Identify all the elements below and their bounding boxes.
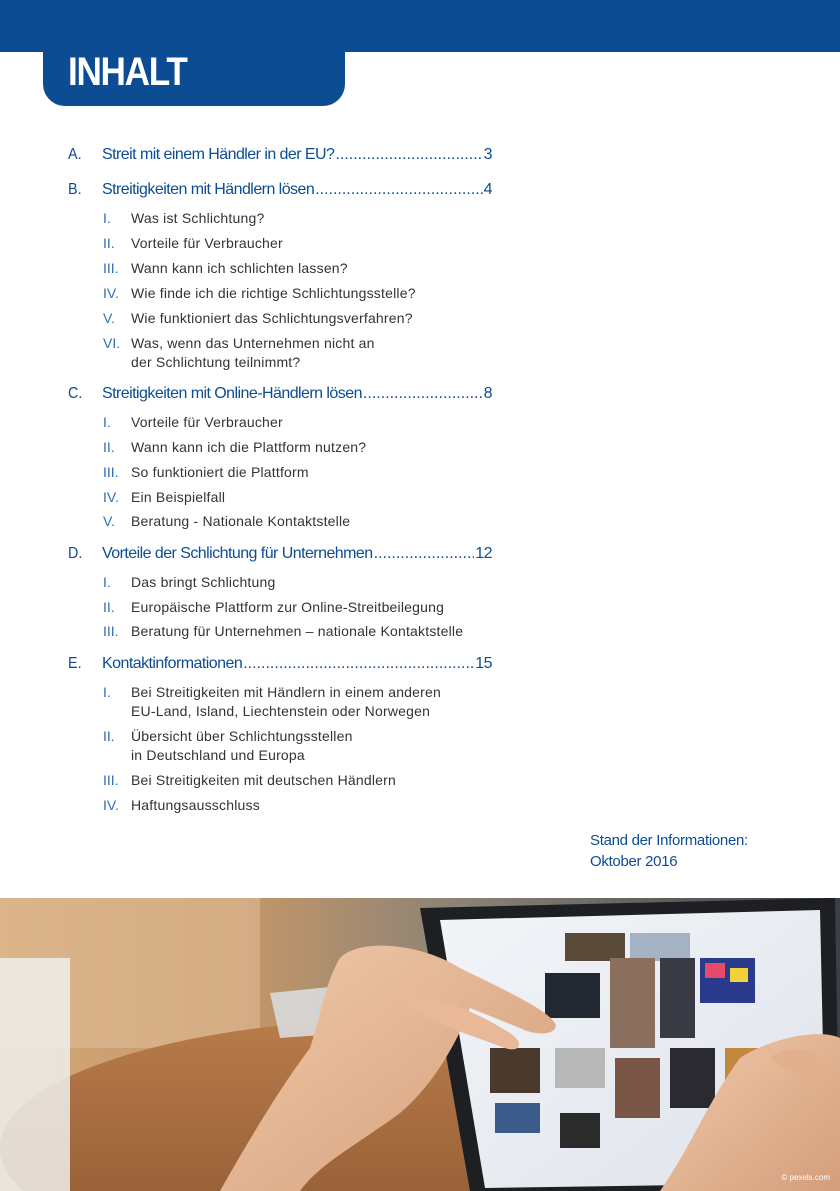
leader-dots [315, 181, 482, 199]
item-text: Vorteile für Verbraucher [131, 235, 283, 251]
item-text: Haftungsausschluss [131, 797, 260, 813]
item-text: So funktioniert die Plattform [131, 464, 309, 480]
toc-item[interactable] [103, 488, 503, 507]
item-text: Ein Beispielfall [131, 489, 226, 505]
toc-item[interactable] [103, 309, 503, 328]
item-number: III. [103, 260, 119, 276]
section-title: Streitigkeiten mit Online-Händlern lösen [102, 385, 362, 402]
item-number: IV. [103, 489, 119, 505]
section-letter: A. [68, 146, 82, 163]
item-text: Übersicht über Schlichtungsstellen [131, 728, 353, 744]
section-page-number: 15 [475, 655, 492, 672]
leader-dots [363, 385, 483, 403]
item-number: VI. [103, 335, 121, 351]
toc-item[interactable] [103, 413, 503, 432]
info-date-note [590, 830, 810, 872]
leader-dots [335, 146, 482, 164]
page-title: INHALT [68, 50, 187, 94]
item-number: II. [103, 439, 115, 455]
item-text: Bei Streitigkeiten mit Händlern in einem anderen [131, 684, 441, 700]
item-text: Was ist Schlichtung? [131, 210, 265, 226]
toc-item[interactable] [103, 573, 503, 592]
toc-item[interactable] [103, 334, 503, 372]
toc-item[interactable] [103, 796, 503, 815]
toc-item[interactable] [103, 598, 503, 617]
item-text: Bei Streitigkeiten mit deutschen Händlern [131, 772, 397, 788]
item-number: II. [103, 599, 115, 615]
section-page-number: 8 [483, 385, 492, 402]
item-number: I. [103, 574, 111, 590]
item-text: Das bringt Schlichtung [131, 574, 276, 590]
item-text: Europäische Plattform zur Online-Streitbeilegung [131, 599, 445, 615]
section-letter: B. [68, 181, 82, 198]
item-number: IV. [103, 797, 119, 813]
item-text: EU-Land, Island, Liechtenstein oder Norwegen [131, 703, 431, 719]
tablet-photo [0, 898, 840, 1191]
section-letter: C. [68, 385, 83, 402]
item-number: II. [103, 728, 115, 744]
toc-item[interactable] [103, 438, 503, 457]
item-text: in Deutschland und Europa [131, 747, 305, 763]
item-text: der Schlichtung teilnimmt? [131, 354, 301, 370]
item-text: Wie funktioniert das Schlichtungsverfahren? [131, 310, 413, 326]
toc-item[interactable] [103, 512, 503, 531]
item-number: III. [103, 623, 119, 639]
item-number: II. [103, 235, 115, 251]
section-title: Kontaktinformationen [102, 655, 243, 672]
info-date-value: Oktober 2016 [590, 853, 678, 870]
item-number: V. [103, 513, 115, 529]
item-number: I. [103, 684, 111, 700]
section-title: Vorteile der Schlichtung für Unternehmen [102, 545, 373, 562]
tablet-photo-illustration [0, 898, 840, 1191]
toc-item[interactable] [103, 209, 503, 228]
section-page-number: 4 [483, 181, 492, 198]
section-letter: E. [68, 655, 82, 672]
leader-dots [374, 545, 475, 563]
item-text: Wann kann ich die Plattform nutzen? [131, 439, 367, 455]
photo-credit: © pexels.com [781, 1173, 830, 1182]
toc-section-e[interactable] [68, 655, 492, 679]
toc-item[interactable] [103, 622, 503, 641]
toc-item[interactable] [103, 771, 503, 790]
item-text: Wie finde ich die richtige Schlichtungsstelle? [131, 285, 416, 301]
leader-dots [243, 655, 474, 673]
toc-section-c[interactable] [68, 385, 492, 409]
item-text: Was, wenn das Unternehmen nicht an [131, 335, 375, 351]
section-letter: D. [68, 545, 83, 562]
item-number: V. [103, 310, 115, 326]
section-title: Streit mit einem Händler in der EU? [102, 146, 335, 163]
section-page-number: 12 [475, 545, 492, 562]
toc-section-d[interactable] [68, 545, 492, 569]
toc-section-a[interactable] [68, 146, 492, 170]
item-number: III. [103, 772, 119, 788]
toc-item[interactable] [103, 683, 503, 721]
toc-item[interactable] [103, 234, 503, 253]
item-text: Beratung für Unternehmen – nationale Kontaktstelle [131, 623, 464, 639]
item-text: Beratung - Nationale Kontaktstelle [131, 513, 351, 529]
section-page-number: 3 [483, 146, 492, 163]
section-title: Streitigkeiten mit Händlern lösen [102, 181, 315, 198]
item-number: I. [103, 210, 111, 226]
info-date-label: Stand der Informationen: [590, 832, 748, 849]
toc-item[interactable] [103, 727, 503, 765]
item-number: I. [103, 414, 111, 430]
item-number: III. [103, 464, 119, 480]
toc-section-b[interactable] [68, 181, 492, 205]
item-text: Vorteile für Verbraucher [131, 414, 283, 430]
item-text: Wann kann ich schlichten lassen? [131, 260, 348, 276]
item-number: IV. [103, 285, 119, 301]
toc-item[interactable] [103, 284, 503, 303]
toc-item[interactable] [103, 259, 503, 278]
toc-item[interactable] [103, 463, 503, 482]
